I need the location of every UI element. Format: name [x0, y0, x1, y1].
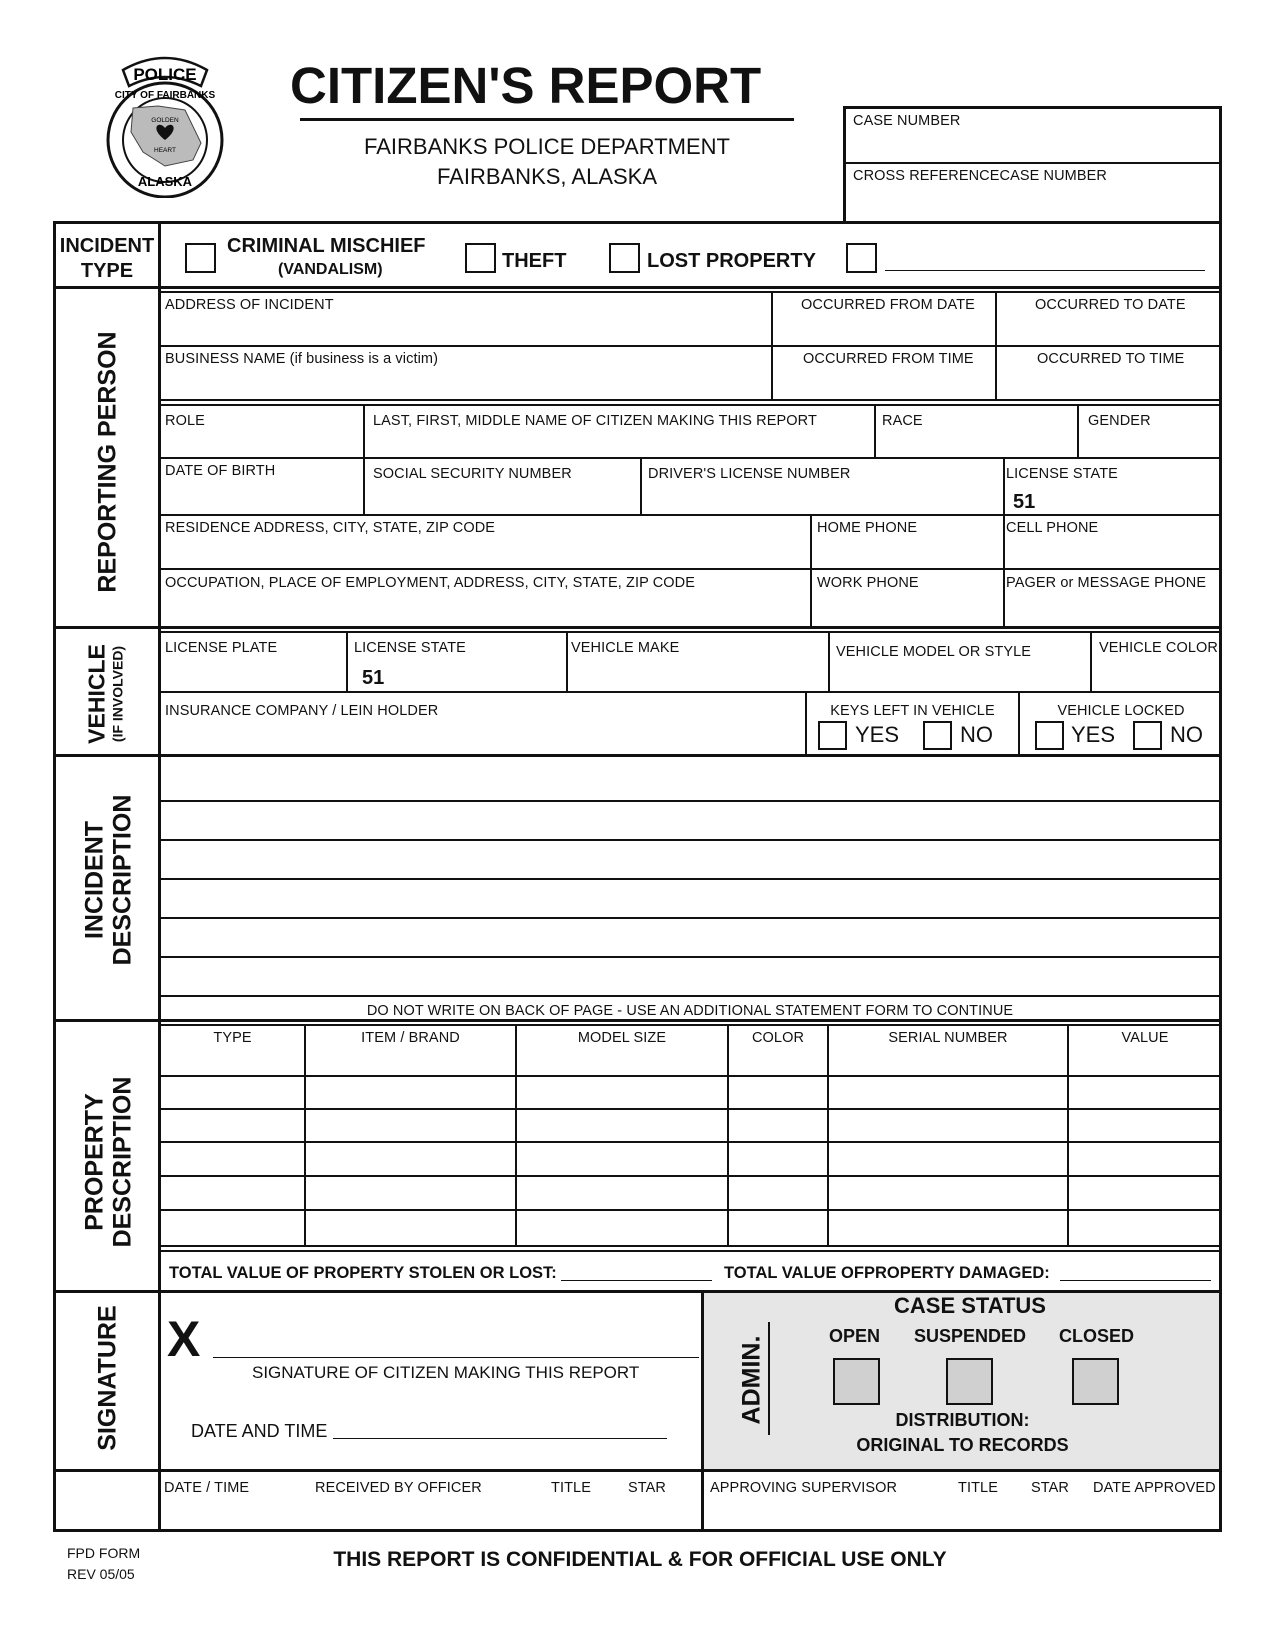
vandalism-label: (VANDALISM) — [278, 261, 383, 278]
keys-yes-label: YES — [855, 722, 900, 747]
column-header-type: TYPE — [213, 1030, 252, 1046]
vehicle-row-line — [158, 691, 1222, 693]
approving-supervisor-label: APPROVING SUPERVISOR — [710, 1480, 898, 1496]
checkbox-theft[interactable] — [465, 243, 496, 273]
total-damaged-label: TOTAL VALUE OFPROPERTY DAMAGED: — [724, 1264, 1050, 1282]
occupation-label: OCCUPATION, PLACE OF EMPLOYMENT, ADDRESS, CITY, STATE, ZIP CODE — [165, 575, 696, 591]
department-name: FAIRBANKS POLICE DEPARTMENT — [364, 134, 730, 159]
date-and-time-field[interactable] — [333, 1438, 667, 1439]
form-title: CITIZEN'S REPORT — [290, 57, 762, 114]
column-header-item-brand: ITEM / BRAND — [361, 1030, 460, 1046]
cross-reference-label: CROSS REFERENCECASE NUMBER — [853, 168, 1107, 184]
rp-row-line-4 — [158, 514, 1222, 516]
keys-yes-checkbox[interactable] — [818, 721, 847, 750]
section-sep-1 — [53, 286, 1222, 289]
prop-vdiv-5 — [1067, 1024, 1069, 1247]
occurred-to-time-label: OCCURRED TO TIME — [1037, 351, 1185, 367]
department-city: FAIRBANKS, ALASKA — [436, 164, 658, 189]
criminal-mischief-label: CRIMINAL MISCHIEF — [227, 235, 426, 257]
status-closed-checkbox[interactable] — [1072, 1358, 1119, 1405]
vehicle-license-state-label: LICENSE STATE — [354, 640, 466, 656]
rp-row-line-2b — [158, 404, 1222, 406]
veh-vdiv-1 — [346, 631, 348, 691]
vehicle-color-label: VEHICLE COLOR — [1099, 640, 1218, 656]
checkbox-criminal-mischief[interactable] — [185, 243, 216, 273]
section-sep-2 — [53, 626, 1222, 629]
rp-row-line-5 — [158, 568, 1222, 570]
original-to-records-label: ORIGINAL TO RECORDS — [856, 1435, 1069, 1455]
license-state-value: 51 — [1013, 491, 1036, 513]
case-number-label: CASE NUMBER — [853, 113, 961, 129]
incident-description-heading — [82, 795, 137, 966]
seal-bottom-text: ALASKA — [137, 174, 193, 189]
section-sep-4b — [158, 1024, 1222, 1026]
prop-vdiv-1 — [304, 1024, 306, 1247]
work-phone-label: WORK PHONE — [817, 575, 919, 591]
seal-center-text-1: GOLDEN — [151, 117, 179, 124]
prop-row-line-4 — [158, 1175, 1222, 1177]
column-header-color: COLOR — [751, 1030, 805, 1046]
case-number-field[interactable] — [848, 132, 1218, 160]
incident-description-line2: DESCRIPTION — [108, 794, 136, 966]
cross-reference-field[interactable] — [848, 187, 1218, 217]
rp-row-line-3 — [158, 457, 1222, 459]
police-seal — [103, 48, 228, 198]
insurance-label: INSURANCE COMPANY / LEIN HOLDER — [165, 703, 439, 719]
total-stolen-label: TOTAL VALUE OF PROPERTY STOLEN OR LOST: — [169, 1264, 557, 1282]
vehicle-make-label: VEHICLE MAKE — [571, 640, 680, 656]
signature-field[interactable] — [213, 1357, 699, 1358]
signature-heading: SIGNATURE — [93, 1305, 122, 1451]
reporting-person-heading: REPORTING PERSON — [93, 331, 122, 593]
incident-type-heading-line1: INCIDENT — [59, 235, 155, 257]
status-suspended-checkbox[interactable] — [946, 1358, 993, 1405]
received-by-officer-label: RECEIVED BY OFFICER — [315, 1480, 482, 1496]
vehicle-locked-label: VEHICLE LOCKED — [1057, 703, 1185, 719]
status-open-label: OPEN — [829, 1326, 881, 1346]
distribution-label: DISTRIBUTION: — [895, 1410, 1030, 1430]
vehicle-model-label: VEHICLE MODEL OR STYLE — [836, 644, 1032, 660]
home-phone-label: HOME PHONE — [817, 520, 918, 536]
rp-vdiv-7 — [1003, 457, 1005, 626]
vehicle-heading-title: VEHICLE — [83, 644, 110, 744]
rp-vdiv-6 — [640, 457, 642, 514]
prop-row-line-1 — [158, 1075, 1222, 1077]
section-sep-3 — [53, 754, 1222, 757]
office-date-time-label: DATE / TIME — [164, 1480, 250, 1496]
supervisor-star-label: STAR — [1031, 1480, 1069, 1496]
property-description-heading — [82, 1077, 137, 1248]
seal-top-text: POLICE — [133, 65, 197, 84]
supervisor-title-label: TITLE — [958, 1480, 998, 1496]
section-sep-2b — [158, 631, 1222, 633]
confidential-notice: THIS REPORT IS CONFIDENTIAL & FOR OFFICIAL USE ONLY — [333, 1548, 947, 1571]
rp-row-line-1 — [158, 345, 1222, 347]
column-header-value: VALUE — [1121, 1030, 1169, 1046]
veh-vdiv-5 — [805, 691, 807, 754]
seal-ring-text: CITY OF FAIRBANKS — [114, 90, 216, 101]
prop-row-line-6 — [158, 1245, 1222, 1247]
locked-yes-label: YES — [1071, 722, 1116, 747]
vehicle-heading — [84, 644, 127, 744]
pager-phone-label: PAGER or MESSAGE PHONE — [1006, 575, 1207, 591]
prop-vdiv-3 — [727, 1024, 729, 1247]
occurred-to-date-label: OCCURRED TO DATE — [1035, 297, 1186, 313]
case-status-heading: CASE STATUS — [894, 1293, 1046, 1318]
business-name-label: BUSINESS NAME (if business is a victim) — [165, 351, 439, 367]
prop-row-line-3 — [158, 1141, 1222, 1143]
case-number-divider — [845, 162, 1220, 164]
date-and-time-label: DATE AND TIME — [191, 1421, 328, 1441]
form-code-line2: REV 05/05 — [67, 1566, 135, 1582]
incident-description-field[interactable] — [162, 760, 1218, 994]
checkbox-lost-property[interactable] — [609, 243, 640, 273]
veh-vdiv-2 — [566, 631, 568, 691]
rp-vdiv-2 — [995, 291, 997, 399]
drivers-license-label: DRIVER'S LICENSE NUMBER — [648, 466, 851, 482]
sidebar-divider — [158, 221, 161, 1532]
officer-star-label: STAR — [628, 1480, 666, 1496]
section-sep-1b — [158, 291, 1222, 293]
back-of-page-note: DO NOT WRITE ON BACK OF PAGE - USE AN ADDITIONAL STATEMENT FORM TO CONTINUE — [366, 1003, 1014, 1019]
property-description-line1: PROPERTY — [80, 1093, 109, 1231]
section-sep-6 — [53, 1469, 1222, 1472]
race-label: RACE — [882, 413, 923, 429]
signature-caption: SIGNATURE OF CITIZEN MAKING THIS REPORT — [252, 1363, 640, 1382]
rp-vdiv-8 — [810, 514, 812, 626]
locked-yes-checkbox[interactable] — [1035, 721, 1064, 750]
gender-label: GENDER — [1088, 413, 1151, 429]
status-open-checkbox[interactable] — [833, 1358, 880, 1405]
rp-vdiv-3 — [363, 404, 365, 514]
date-approved-label: DATE APPROVED — [1093, 1480, 1216, 1496]
rp-vdiv-1 — [771, 291, 773, 399]
locked-no-checkbox[interactable] — [1133, 721, 1162, 750]
locked-no-label: NO — [1170, 722, 1203, 747]
ssn-label: SOCIAL SECURITY NUMBER — [373, 466, 572, 482]
admin-label-line — [768, 1322, 770, 1435]
form-code-line1: FPD FORM — [67, 1545, 141, 1561]
occurred-from-date-label: OCCURRED FROM DATE — [801, 297, 975, 313]
admin-label: ADMIN. — [737, 1335, 766, 1425]
residence-address-label: RESIDENCE ADDRESS, CITY, STATE, ZIP CODE — [165, 520, 496, 536]
keys-no-checkbox[interactable] — [923, 721, 952, 750]
officer-title-label: TITLE — [551, 1480, 591, 1496]
role-label: ROLE — [165, 413, 205, 429]
seal-center-text-2: HEART — [154, 147, 176, 154]
rp-vdiv-4 — [874, 404, 876, 457]
column-header-serial-number: SERIAL NUMBER — [888, 1030, 1008, 1046]
vehicle-license-state-value: 51 — [362, 667, 385, 689]
incident-type-heading — [56, 234, 158, 284]
theft-label: THEFT — [502, 250, 567, 272]
prop-vdiv-2 — [515, 1024, 517, 1247]
total-damaged-field[interactable] — [1060, 1280, 1211, 1281]
date-of-birth-label: DATE OF BIRTH — [165, 463, 276, 479]
veh-vdiv-6 — [1018, 691, 1020, 754]
signature-x-mark: X — [167, 1311, 201, 1367]
prop-vdiv-4 — [827, 1024, 829, 1247]
license-state-label: LICENSE STATE — [1006, 466, 1118, 482]
keys-left-label: KEYS LEFT IN VEHICLE — [830, 703, 995, 719]
rp-row-line-2a — [158, 399, 1222, 401]
rp-vdiv-5 — [1077, 404, 1079, 457]
veh-vdiv-3 — [828, 631, 830, 691]
property-description-line2: DESCRIPTION — [108, 1076, 136, 1248]
cell-phone-label: CELL PHONE — [1006, 520, 1099, 536]
column-header-model-size: MODEL SIZE — [577, 1030, 667, 1046]
checkbox-other[interactable] — [846, 243, 877, 273]
status-suspended-label: SUSPENDED — [914, 1326, 1027, 1346]
keys-no-label: NO — [960, 722, 993, 747]
citizen-name-label: LAST, FIRST, MIDDLE NAME OF CITIZEN MAKING THIS REPORT — [373, 413, 817, 429]
license-plate-label: LICENSE PLATE — [165, 640, 278, 656]
vehicle-heading-sub: (IF INVOLVED) — [110, 645, 127, 743]
desc-line-6 — [158, 995, 1222, 997]
occurred-from-time-label: OCCURRED FROM TIME — [803, 351, 974, 367]
total-stolen-field[interactable] — [561, 1280, 712, 1281]
status-closed-label: CLOSED — [1059, 1326, 1135, 1346]
prop-row-line-5 — [158, 1209, 1222, 1211]
title-underline — [300, 118, 794, 121]
prop-row-line-2 — [158, 1108, 1222, 1110]
veh-vdiv-4 — [1090, 631, 1092, 691]
incident-description-line1: INCIDENT — [80, 820, 109, 940]
lost-property-label: LOST PROPERTY — [647, 250, 816, 272]
address-of-incident-label: ADDRESS OF INCIDENT — [165, 297, 334, 313]
section-sep-4 — [53, 1019, 1222, 1022]
other-incident-type-field[interactable] — [885, 270, 1205, 271]
incident-type-heading-line2: TYPE — [80, 260, 134, 282]
prop-row-line-7 — [158, 1250, 1222, 1252]
